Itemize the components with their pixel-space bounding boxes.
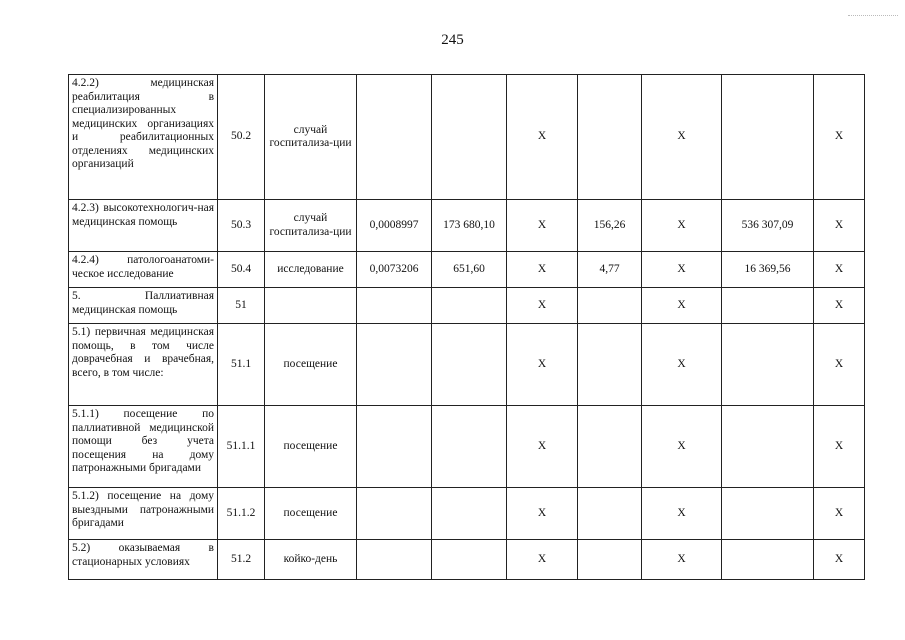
table-row: [69, 324, 865, 406]
row-code: 50.4: [218, 252, 265, 288]
row-code: 51: [218, 288, 265, 324]
row-code: 51.1.2: [218, 488, 265, 540]
row-unit: посещение: [265, 406, 357, 488]
row-unit: койко-день: [265, 540, 357, 580]
row-code: 51.2: [218, 540, 265, 580]
row-value: 651,60: [432, 252, 507, 288]
row-value: [722, 406, 814, 488]
scan-artifact: [848, 15, 898, 17]
row-value: [578, 75, 642, 200]
row-value: 156,26: [578, 200, 642, 252]
row-value: [722, 540, 814, 580]
row-value: [432, 540, 507, 580]
row-code: 50.2: [218, 75, 265, 200]
row-value: X: [814, 200, 865, 252]
row-code: 51.1: [218, 324, 265, 406]
row-value: [722, 488, 814, 540]
row-value: X: [642, 200, 722, 252]
row-value: X: [814, 406, 865, 488]
row-value: [357, 488, 432, 540]
row-value: [432, 488, 507, 540]
row-value: [578, 324, 642, 406]
row-code: 51.1.1: [218, 406, 265, 488]
row-unit: посещение: [265, 324, 357, 406]
row-value: 0,0073206: [357, 252, 432, 288]
table-row: [69, 252, 865, 288]
row-value: X: [642, 75, 722, 200]
row-name: 5.1.2) посещение на дому выездными патронажными бригадами: [69, 488, 218, 540]
table-row: [69, 75, 865, 200]
row-value: X: [814, 75, 865, 200]
row-name: 4.2.4) патологоанатоми-ческое исследование: [69, 252, 218, 288]
row-value: [578, 288, 642, 324]
row-name: 5.2) оказываемая в стационарных условиях: [69, 540, 218, 580]
row-code: 50.3: [218, 200, 265, 252]
row-value: X: [507, 406, 578, 488]
row-unit: посещение: [265, 488, 357, 540]
row-value: X: [642, 488, 722, 540]
row-value: [578, 488, 642, 540]
row-unit: случай госпитализа-ции: [265, 200, 357, 252]
row-value: X: [642, 252, 722, 288]
row-unit: [265, 288, 357, 324]
table-row: [69, 288, 865, 324]
table-row: [69, 406, 865, 488]
row-value: X: [507, 540, 578, 580]
row-value: [357, 406, 432, 488]
table-row: [69, 200, 865, 252]
row-value: X: [507, 488, 578, 540]
row-value: [722, 288, 814, 324]
row-value: [578, 406, 642, 488]
row-value: [357, 288, 432, 324]
row-name: 5.1) первичная медицинская помощь, в том числе доврачебная и врачебная, всего, в том числе:: [69, 324, 218, 406]
row-value: X: [814, 324, 865, 406]
row-value: [722, 324, 814, 406]
row-name: 5. Паллиативная медицинская помощь: [69, 288, 218, 324]
row-value: [432, 288, 507, 324]
row-value: X: [814, 252, 865, 288]
row-value: X: [642, 288, 722, 324]
row-value: [357, 75, 432, 200]
table-row: [69, 540, 865, 580]
row-name: 5.1.1) посещение по паллиативной медицинской помощи без учета посещения на дому патронажными бригадами: [69, 406, 218, 488]
page-number: 245: [441, 32, 464, 48]
row-value: X: [507, 200, 578, 252]
row-unit: исследование: [265, 252, 357, 288]
row-value: X: [814, 540, 865, 580]
row-value: 536 307,09: [722, 200, 814, 252]
row-value: X: [814, 288, 865, 324]
row-name: 4.2.2) медицинская реабилитация в специализированных медицинских организациях и реабилитационных отделениях медицинских организаций: [69, 75, 218, 200]
row-value: [578, 540, 642, 580]
row-name: 4.2.3) высокотехнологич-ная медицинская помощь: [69, 200, 218, 252]
row-value: 16 369,56: [722, 252, 814, 288]
row-value: [432, 324, 507, 406]
row-value: X: [507, 75, 578, 200]
row-value: [432, 406, 507, 488]
row-value: X: [507, 288, 578, 324]
row-value: X: [642, 406, 722, 488]
row-value: X: [642, 540, 722, 580]
row-value: [722, 75, 814, 200]
row-value: X: [642, 324, 722, 406]
row-unit: случай госпитализа-ции: [265, 75, 357, 200]
row-value: 4,77: [578, 252, 642, 288]
row-value: [357, 324, 432, 406]
row-value: X: [814, 488, 865, 540]
row-value: [357, 540, 432, 580]
table-row: [69, 488, 865, 540]
row-value: X: [507, 324, 578, 406]
row-value: 0,0008997: [357, 200, 432, 252]
row-value: 173 680,10: [432, 200, 507, 252]
row-value: X: [507, 252, 578, 288]
financing-table: [68, 74, 865, 580]
row-value: [432, 75, 507, 200]
